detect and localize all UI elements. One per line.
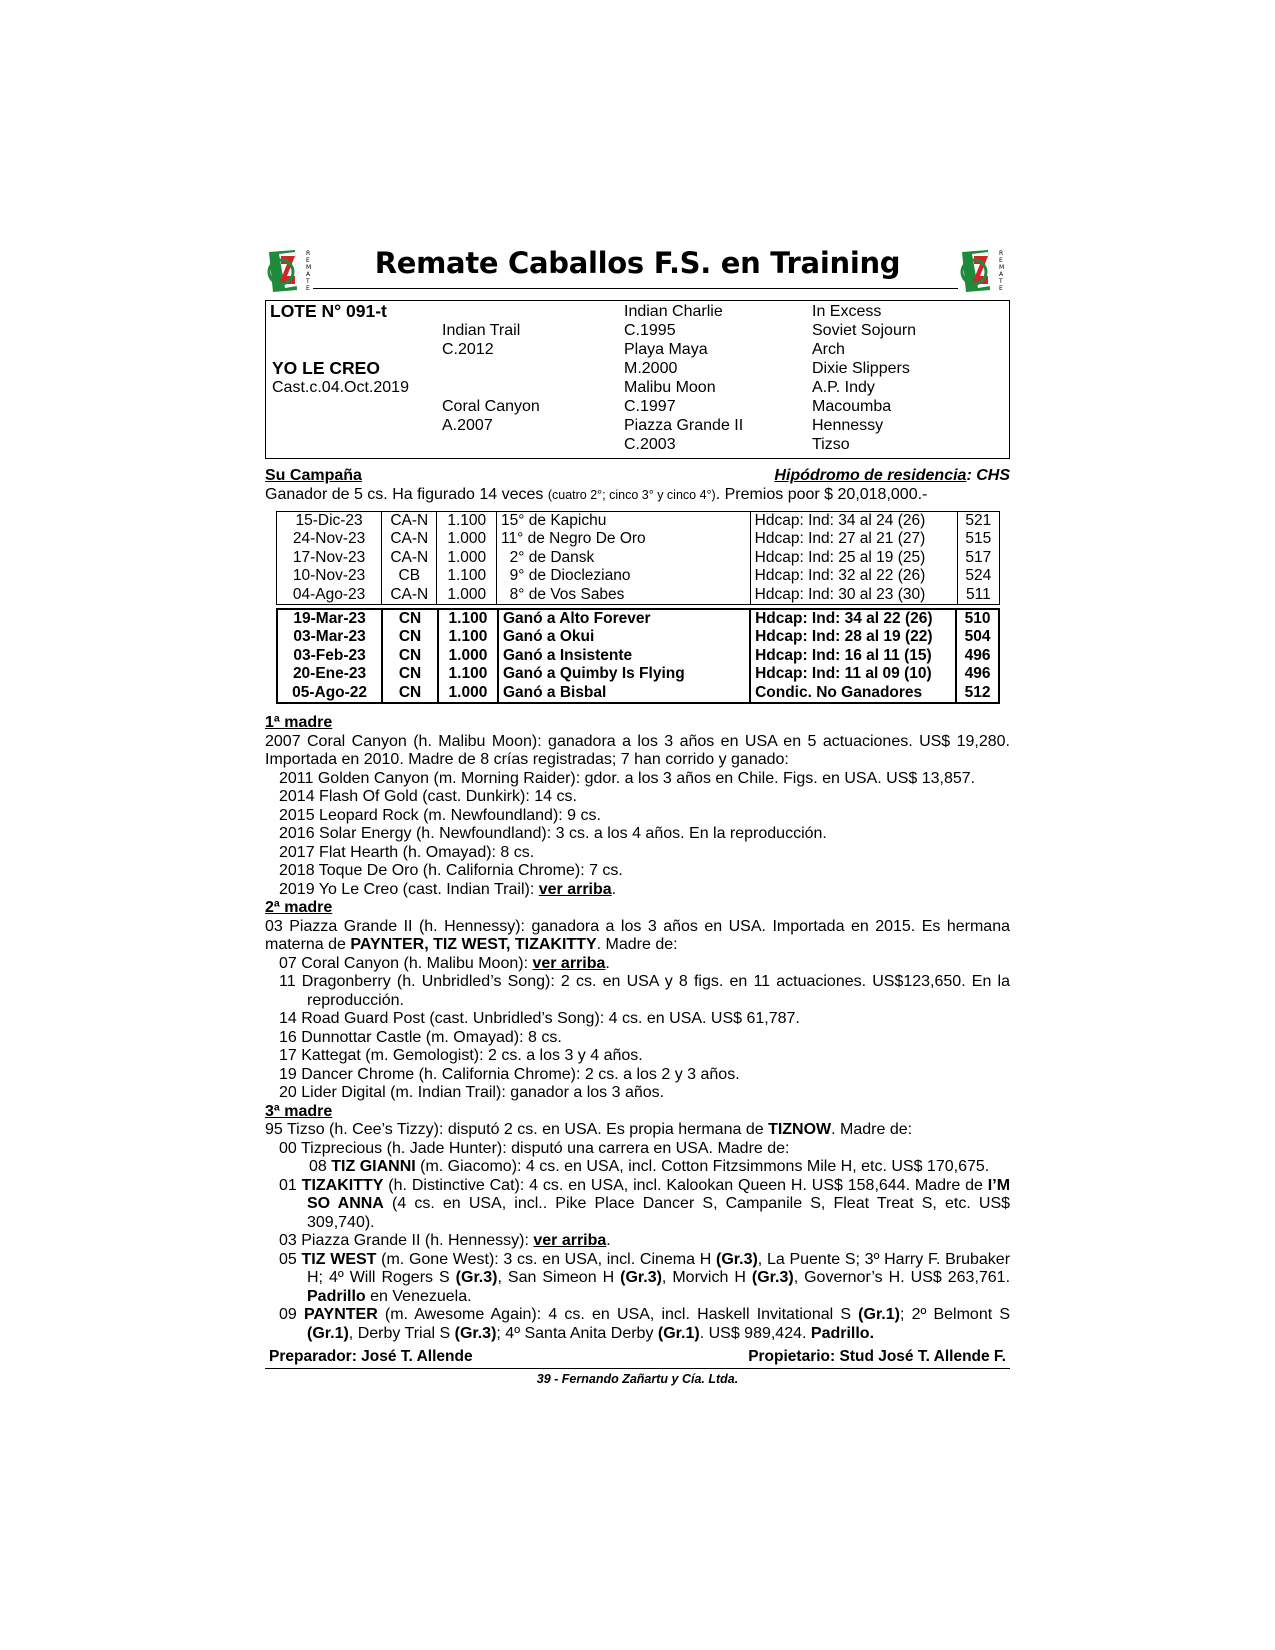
- see-above-ref: ver arriba: [533, 1232, 607, 1250]
- race-track: CN: [382, 609, 438, 628]
- race-condition: Hdcap: Ind: 34 al 22 (26): [750, 609, 956, 628]
- zanartu-logo-right: [958, 246, 1010, 294]
- title-underline: [313, 288, 958, 289]
- produce-item: 16 Dunnottar Castle (m. Omayad): 8 cs.: [279, 1028, 562, 1046]
- table-row: [277, 512, 1000, 531]
- svg-text:A: A: [999, 271, 1004, 278]
- race-distance: 1.100: [438, 628, 498, 646]
- race-weight: 517: [957, 549, 999, 567]
- lot-number: LOTE N° 091-t: [270, 301, 387, 321]
- race-distance: 1.000: [438, 684, 498, 703]
- race-distance: 1.100: [437, 567, 497, 585]
- trainer: Preparador: José T. Allende: [269, 1348, 473, 1366]
- race-track: CN: [382, 628, 438, 646]
- produce-item: 2014 Flash Of Gold (cast. Dunkirk): 14 cs.: [279, 788, 577, 806]
- race-date: 15-Dic-23: [277, 512, 382, 531]
- dam-name: Coral Canyon: [442, 398, 540, 415]
- great-grandparent: Tizso: [812, 436, 850, 453]
- horse-birth: Cast.c.04.Oct.2019: [272, 379, 409, 396]
- race-result: Ganó a Okui: [498, 628, 750, 646]
- svg-text:T: T: [999, 278, 1003, 285]
- race-condition: Hdcap: Ind: 28 al 19 (22): [750, 628, 956, 646]
- winning-races-table: [276, 608, 1000, 704]
- grandparent-4-year: C.2003: [624, 436, 676, 453]
- produce-item: 2017 Flat Hearth (h. Omayad): 8 cs.: [279, 843, 535, 861]
- produce-item: 19 Dancer Chrome (h. California Chrome): 2 cs. a los 2 y 3 años.: [279, 1065, 740, 1083]
- page-number-footer: 39 - Fernando Zañartu y Cía. Ltda.: [536, 1372, 739, 1387]
- produce-item: 20 Lider Digital (m. Indian Trail): ganador a los 3 años.: [279, 1084, 665, 1102]
- sire-name: Indian Trail: [442, 322, 521, 339]
- produce-item: 09 PAYNTER (m. Awesome Again): 4 cs. en USA, incl. Haskell Invitational S (Gr.1); 2º Belmont S (Gr.1), Derby Trial S (Gr.3); 4º Santa Anita Derby (Gr.1). US$ 989,424. Padrillo.: [279, 1306, 1010, 1342]
- race-distance: 1.100: [438, 609, 498, 628]
- grandparent-4: Piazza Grande II: [624, 417, 744, 434]
- produce-item: 14 Road Guard Post (cast. Unbridled’s Song): 4 cs. en USA. US$ 61,787.: [279, 1010, 800, 1028]
- svg-text:A: A: [306, 271, 311, 278]
- race-track: CN: [382, 665, 438, 683]
- campaign-summary: Ganador de 5 cs. Ha figurado 14 veces (cuatro 2°; cinco 3° y cinco 4°). Premios poor $ 20,018,000.-: [265, 486, 928, 503]
- race-result: 8° de Vos Sabes: [497, 586, 751, 605]
- race-date: 04-Ago-23: [277, 586, 382, 605]
- race-weight: 515: [957, 530, 999, 548]
- produce-item: 2018 Toque De Oro (h. California Chrome): 7 cs.: [279, 862, 623, 880]
- race-track: CN: [382, 647, 438, 665]
- third-dam-title: 3ª madre: [265, 1102, 333, 1120]
- pedigree-box: [265, 300, 1010, 459]
- race-date: 20-Ene-23: [277, 665, 382, 683]
- table-row: [277, 586, 1000, 605]
- see-above-ref: ver arriba: [532, 954, 606, 972]
- produce-item: 05 TIZ WEST (m. Gone West): 3 cs. en USA, incl. Cinema H (Gr.3), La Puente S; 3º Harry F. Brubaker H; 4º Will Rogers S (Gr.3), San Simeon H (Gr.3), Morvich H (Gr.3), Governor’s H. US$ 263,761. Padrillo en Venezuela.: [279, 1250, 1011, 1305]
- produce-item: 2019 Yo Le Creo (cast. Indian Trail): ver arriba.: [279, 880, 617, 898]
- table-row: [277, 665, 999, 683]
- race-weight: 496: [956, 665, 999, 683]
- svg-text:E: E: [999, 257, 1003, 264]
- race-weight: 524: [957, 567, 999, 585]
- great-grandparent: In Excess: [812, 303, 882, 320]
- produce-item: 2015 Leopard Rock (m. Newfoundland): 9 cs.: [279, 806, 601, 824]
- dam-year: A.2007: [442, 417, 493, 434]
- produce-item: 17 Kattegat (m. Gemologist): 2 cs. a los 3 y 4 años.: [279, 1047, 643, 1065]
- race-result: 11° de Negro De Oro: [497, 530, 751, 548]
- race-date: 03-Mar-23: [277, 628, 382, 646]
- race-condition: Hdcap: Ind: 32 al 22 (26): [750, 567, 957, 585]
- race-result: Ganó a Insistente: [498, 647, 750, 665]
- great-grandparent: Hennessy: [812, 417, 884, 434]
- race-weight: 512: [956, 684, 999, 703]
- race-condition: Hdcap: Ind: 11 al 09 (10): [750, 665, 956, 683]
- zanartu-logo-left: [265, 246, 317, 294]
- table-row: [277, 609, 999, 628]
- grandparent-1-year: C.1995: [624, 322, 676, 339]
- great-grandparent: A.P. Indy: [812, 379, 875, 396]
- race-condition: Hdcap: Ind: 30 al 23 (30): [750, 586, 957, 605]
- third-dam-intro: 95 Tizso (h. Cee’s Tizzy): disputó 2 cs. en USA. Es propia hermana de TIZNOW. Madre de:: [265, 1121, 913, 1139]
- race-distance: 1.000: [437, 530, 497, 548]
- svg-text:T: T: [306, 278, 310, 285]
- horse-name: YO LE CREO: [272, 358, 380, 378]
- second-dam-title: 2ª madre: [265, 899, 333, 917]
- table-row: [277, 628, 999, 646]
- race-weight: 521: [957, 512, 999, 531]
- great-grandparent: Macoumba: [812, 398, 892, 415]
- race-distance: 1.000: [437, 549, 497, 567]
- placed-races-table: [276, 511, 1000, 605]
- race-distance: 1.100: [437, 512, 497, 531]
- race-result: Ganó a Alto Forever: [498, 609, 750, 628]
- owner: Propietario: Stud José T. Allende F.: [748, 1348, 1006, 1366]
- race-weight: 511: [957, 586, 999, 605]
- catalog-page: [265, 240, 1010, 1386]
- first-dam-intro: 2007 Coral Canyon (h. Malibu Moon): ganadora a los 3 años en USA en 5 actuaciones. US$ 19,280. Importada en 2010. Madre de 8 crías registradas; 7 han corrido y ganado:: [265, 732, 1010, 769]
- race-date: 17-Nov-23: [277, 549, 382, 567]
- second-dam-intro: 03 Piazza Grande II (h. Hennessy): ganadora a los 3 años en USA. Importada en 2015. Es hermana materna de PAYNTER, TIZ WEST, TIZAKITTY. Madre de:: [265, 917, 1010, 954]
- great-grandparent: Soviet Sojourn: [812, 322, 917, 339]
- great-grandparent: Arch: [812, 341, 845, 358]
- race-track: CA-N: [382, 530, 437, 548]
- race-result: 2° de Dansk: [497, 549, 751, 567]
- produce-item: 07 Coral Canyon (h. Malibu Moon): ver arriba.: [279, 954, 610, 972]
- first-dam-title: 1ª madre: [265, 714, 333, 732]
- grandparent-2: Playa Maya: [624, 341, 708, 358]
- residence: Hipódromo de residencia: CHS: [774, 467, 1010, 484]
- race-result: Ganó a Bisbal: [498, 684, 750, 703]
- produce-item: 00 Tizprecious (h. Jade Hunter): disputó una carrera en USA. Madre de:: [279, 1139, 790, 1157]
- svg-text:R: R: [999, 250, 1004, 257]
- grandparent-1: Indian Charlie: [624, 303, 723, 320]
- race-condition: Hdcap: Ind: 34 al 24 (26): [750, 512, 957, 531]
- race-result: Ganó a Quimby Is Flying: [498, 665, 750, 683]
- race-weight: 510: [956, 609, 999, 628]
- produce-item: 2011 Golden Canyon (m. Morning Raider): gdor. a los 3 años en Chile. Figs. en USA. US$ 13,857.: [279, 769, 976, 787]
- table-row: [277, 567, 1000, 585]
- race-track: CN: [382, 684, 438, 703]
- produce-item: 11 Dragonberry (h. Unbridled’s Song): 2 cs. en USA y 8 figs. en 11 actuaciones. US$123,650. En la reproducción.: [279, 973, 1010, 1009]
- table-row: [277, 549, 1000, 567]
- race-weight: 496: [956, 647, 999, 665]
- race-distance: 1.100: [438, 665, 498, 683]
- table-row: [277, 647, 999, 665]
- produce-item: 2016 Solar Energy (h. Newfoundland): 3 cs. a los 4 años. En la reproducción.: [279, 825, 827, 843]
- race-condition: Condic. No Ganadores: [750, 684, 956, 703]
- sire-year: C.2012: [442, 341, 494, 358]
- race-track: CB: [382, 567, 437, 585]
- svg-text:M: M: [306, 264, 312, 271]
- race-condition: Hdcap: Ind: 25 al 19 (25): [750, 549, 957, 567]
- race-condition: Hdcap: Ind: 27 al 21 (27): [750, 530, 957, 548]
- race-date: 24-Nov-23: [277, 530, 382, 548]
- race-date: 19-Mar-23: [277, 609, 382, 628]
- lot-footer: [265, 1348, 1010, 1366]
- produce-item: 01 TIZAKITTY (h. Distinctive Cat): 4 cs. en USA, incl. Kalookan Queen H. US$ 158,644. Madre de I’M SO ANNA (4 cs. en USA, incl.. Pike Place Dancer S, Campanile S, Fleat Treat S, etc. US$ 309,740).: [279, 1176, 1011, 1231]
- race-result: 15° de Kapichu: [497, 512, 751, 531]
- grandparent-2-year: M.2000: [624, 360, 678, 377]
- race-track: CA-N: [382, 512, 437, 531]
- grandparent-3-year: C.1997: [624, 398, 676, 415]
- race-date: 03-Feb-23: [277, 647, 382, 665]
- grandparent-3: Malibu Moon: [624, 379, 716, 396]
- race-weight: 504: [956, 628, 999, 646]
- race-date: 05-Ago-22: [277, 684, 382, 703]
- page-title: Remate Caballos F.S. en Training: [374, 246, 901, 280]
- page-header: [265, 240, 1010, 300]
- race-distance: 1.000: [437, 586, 497, 605]
- great-grandparent: Dixie Slippers: [812, 360, 910, 377]
- campaign-title: Su Campaña: [265, 467, 362, 484]
- svg-text:R: R: [306, 250, 311, 257]
- campaign-header: [265, 467, 1010, 485]
- svg-text:E: E: [306, 285, 310, 292]
- produce-item: 08 TIZ GIANNI (m. Giacomo): 4 cs. en USA, incl. Cotton Fitzsimmons Mile H, etc. US$ 170,675.: [309, 1158, 990, 1176]
- race-track: CA-N: [382, 586, 437, 605]
- see-above-ref: ver arriba: [538, 880, 612, 898]
- footer-divider: [265, 1368, 1010, 1369]
- race-condition: Hdcap: Ind: 16 al 11 (15): [750, 647, 956, 665]
- race-distance: 1.000: [438, 647, 498, 665]
- produce-item: 03 Piazza Grande II (h. Hennessy): ver arriba.: [279, 1232, 611, 1250]
- svg-text:E: E: [306, 257, 310, 264]
- table-row: [277, 684, 999, 703]
- table-row: [277, 530, 1000, 548]
- race-track: CA-N: [382, 549, 437, 567]
- race-date: 10-Nov-23: [277, 567, 382, 585]
- svg-text:M: M: [999, 264, 1005, 271]
- svg-text:E: E: [999, 285, 1003, 292]
- race-result: 9° de Diocleziano: [497, 567, 751, 585]
